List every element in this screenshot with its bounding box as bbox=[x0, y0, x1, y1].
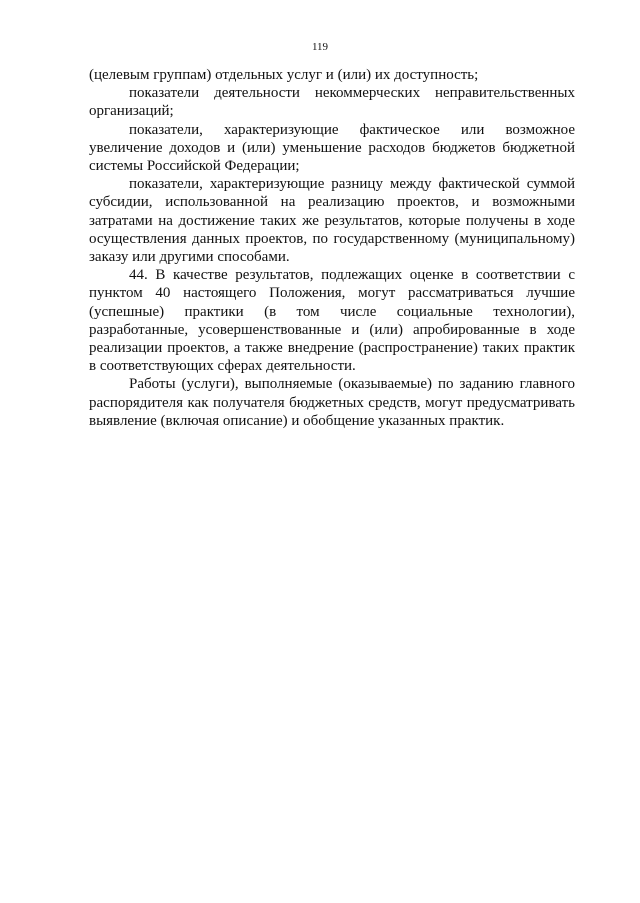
paragraph: Работы (услуги), выполняемые (оказываемые) по заданию главного распорядителя как получателя бюджетных средств, могут предусматривать выявление (включая описание) и обобщение указанных практик. bbox=[89, 376, 575, 429]
paragraph: показатели, характеризующие разницу между фактической суммой субсидии, использованной на реализацию проектов, и возможными затратами на достижение таких же результатов, которые получены в ходе осуществления данных проектов, по государственному (муниципальному) заказу или другими способами. bbox=[89, 176, 575, 266]
document-body bbox=[89, 66, 575, 430]
paragraph: 44. В качестве результатов, подлежащих оценке в соответствии с пунктом 40 настоящего Положения, могут рассматриваться лучшие (успешные) практики (в том числе социальные технологии), разработанные, усовершенствованные и (или) апробированные в ходе реализации проектов, а также внедрение (распространение) таких практик в соответствующих сферах деятельности. bbox=[89, 267, 575, 375]
paragraph: (целевым группам) отдельных услуг и (или) их доступность; bbox=[89, 67, 479, 83]
paragraph: показатели деятельности некоммерческих неправительственных организаций; bbox=[89, 85, 575, 120]
page-number: 119 bbox=[311, 41, 329, 53]
paragraph: показатели, характеризующие фактическое или возможное увеличение доходов и (или) уменьшение расходов бюджетов бюджетной системы Российской Федерации; bbox=[89, 121, 575, 175]
